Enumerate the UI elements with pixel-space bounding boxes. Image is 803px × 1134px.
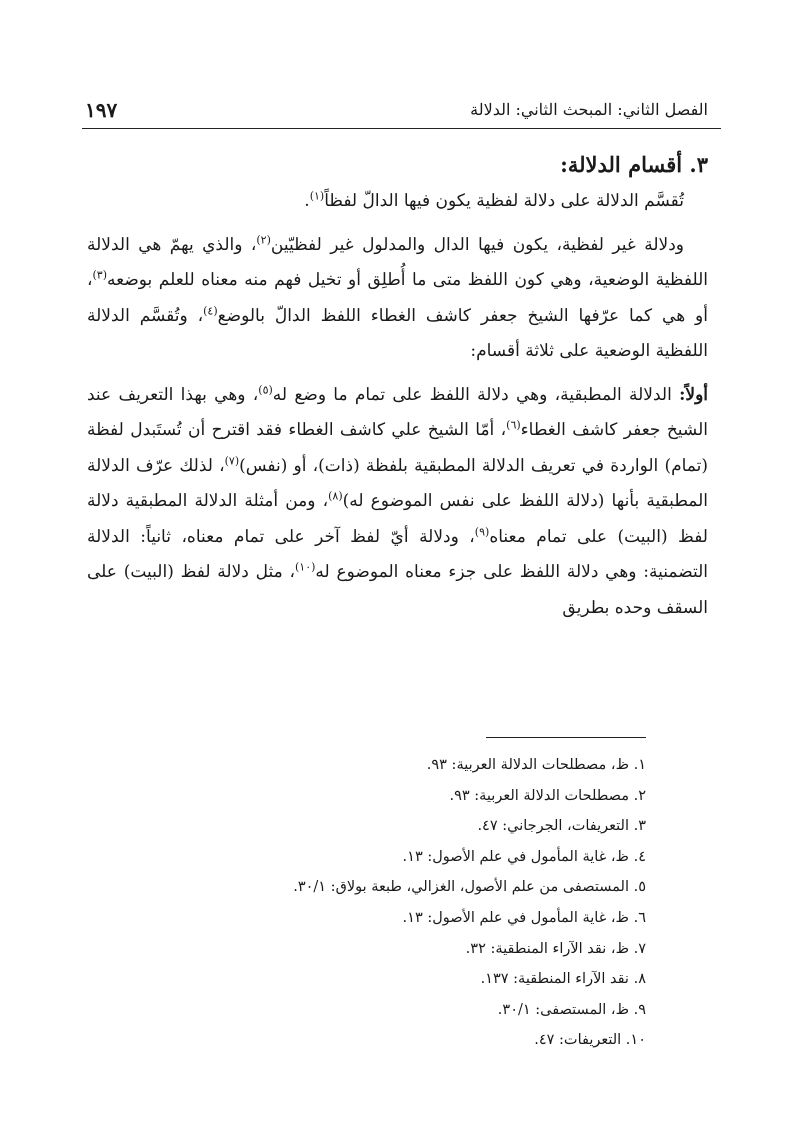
chapter-title: الفصل الثاني: المبحث الثاني: الدلالة — [470, 100, 708, 119]
footnote-reference[interactable]: (٢) — [256, 232, 271, 246]
text-run: ، مثل دلالة لفظ (البيت) على السقف وحده بطريق — [87, 562, 708, 618]
footnote-item: ٥. المستصفى من علم الأصول، الغزالي، طبعة بولاق: ٣٠/١. — [293, 879, 646, 896]
footnote-item: ١٠. التعريفات: ٤٧. — [534, 1032, 646, 1049]
paragraph — [87, 184, 708, 220]
footnote-item: ٢. مصطلحات الدلالة العربية: ٩٣. — [449, 787, 646, 804]
page-number: ١٩٧ — [85, 98, 118, 122]
text-run: ، أو هي كما عرّفها الشيخ جعفر كاشف الغطاء اللفظ الدالّ بالوضع — [87, 270, 708, 326]
text-run: تُقسَّم الدلالة على دلالة لفظية يكون فيها الدالّ لفظاً — [324, 191, 684, 211]
header-rule — [82, 128, 721, 129]
footnote-item: ٨. نقد الآراء المنطقية: ١٣٧. — [480, 971, 646, 988]
text-run: ، وهي بهذا التعريف عند الشيخ جعفر كاشف الغطاء — [87, 384, 708, 440]
paragraphs — [87, 184, 708, 626]
footnote-reference[interactable]: (٤) — [203, 303, 218, 317]
text-run: ودلالة غير لفظية، يكون فيها الدال والمدلول غير لفظيّين — [270, 234, 684, 255]
text-run: ، ودلالة أيّ لفظ آخر على تمام معناه، ثانياً: الدلالة التضمنية: وهي دلالة اللفظ على جزء معناه الموضوع له — [87, 526, 708, 582]
text-run: ، أمّا الشيخ علي كاشف الغطاء فقد اقترح أن تُستَبدل لفظة (تمام) الواردة في تعريف الدلالة المطبقية بلفظة (ذات)، أو (نفس) — [87, 420, 708, 476]
footnote-reference[interactable]: (٦) — [506, 418, 521, 432]
text-run: ، وتُقسَّم الدلالة اللفظية الوضعية على ثلاثة أقسام: — [87, 305, 708, 361]
text-run: ، ومن أمثلة الدلالة المطبقية دلالة لفظ (البيت) على تمام معناه — [87, 491, 708, 547]
footnotes-list — [80, 750, 646, 1056]
footnote-item: ٣. التعريفات، الجرجاني: ٤٧. — [477, 818, 646, 835]
body-text — [87, 148, 708, 634]
text-run: الدلالة المطبقية، وهي دلالة اللفظ على تمام ما وضع له — [272, 384, 680, 405]
paragraph — [87, 378, 708, 627]
footnote-reference[interactable]: (٣) — [92, 268, 108, 282]
text-run: ، والذي يهمّ هي الدلالة اللفظية الوضعية، وهي كون اللفظ متى ما أُطلِق أو تخيل فهم منه معناه للعلم بوضعه — [87, 234, 708, 290]
footnote-reference[interactable]: (٥) — [258, 382, 273, 396]
running-head — [85, 96, 708, 126]
footnote-reference[interactable]: (٨) — [328, 489, 343, 503]
footnote-reference[interactable]: (١) — [309, 189, 325, 203]
footnote-reference[interactable]: (٧) — [224, 453, 240, 467]
footnote-rule — [486, 737, 646, 738]
footnote-item: ٦. ظ، غاية المأمول في علم الأصول: ١٣. — [402, 909, 646, 926]
footnote-reference[interactable]: (١٠) — [295, 560, 316, 574]
footnote-reference[interactable]: (٩) — [474, 524, 490, 538]
text-run: ، لذلك عرّف الدلالة المطبقية بأنها (دلالة اللفظ على نفس الموضوع له) — [87, 455, 708, 511]
enumeration-label: أولاً: — [679, 384, 708, 405]
section-heading: ٣. أقسام الدلالة: — [560, 152, 708, 177]
footnote-item: ٤. ظ، غاية المأمول في علم الأصول: ١٣. — [402, 848, 646, 865]
footnote-item: ٩. ظ، المستصفى: ٣٠/١. — [497, 1001, 646, 1018]
footnote-item: ١. ظ، مصطلحات الدلالة العربية: ٩٣. — [426, 757, 646, 773]
text-run: . — [304, 191, 310, 211]
footnote-item: ٧. ظ، نقد الآراء المنطقية: ٣٢. — [465, 940, 646, 957]
paragraph — [87, 228, 708, 370]
